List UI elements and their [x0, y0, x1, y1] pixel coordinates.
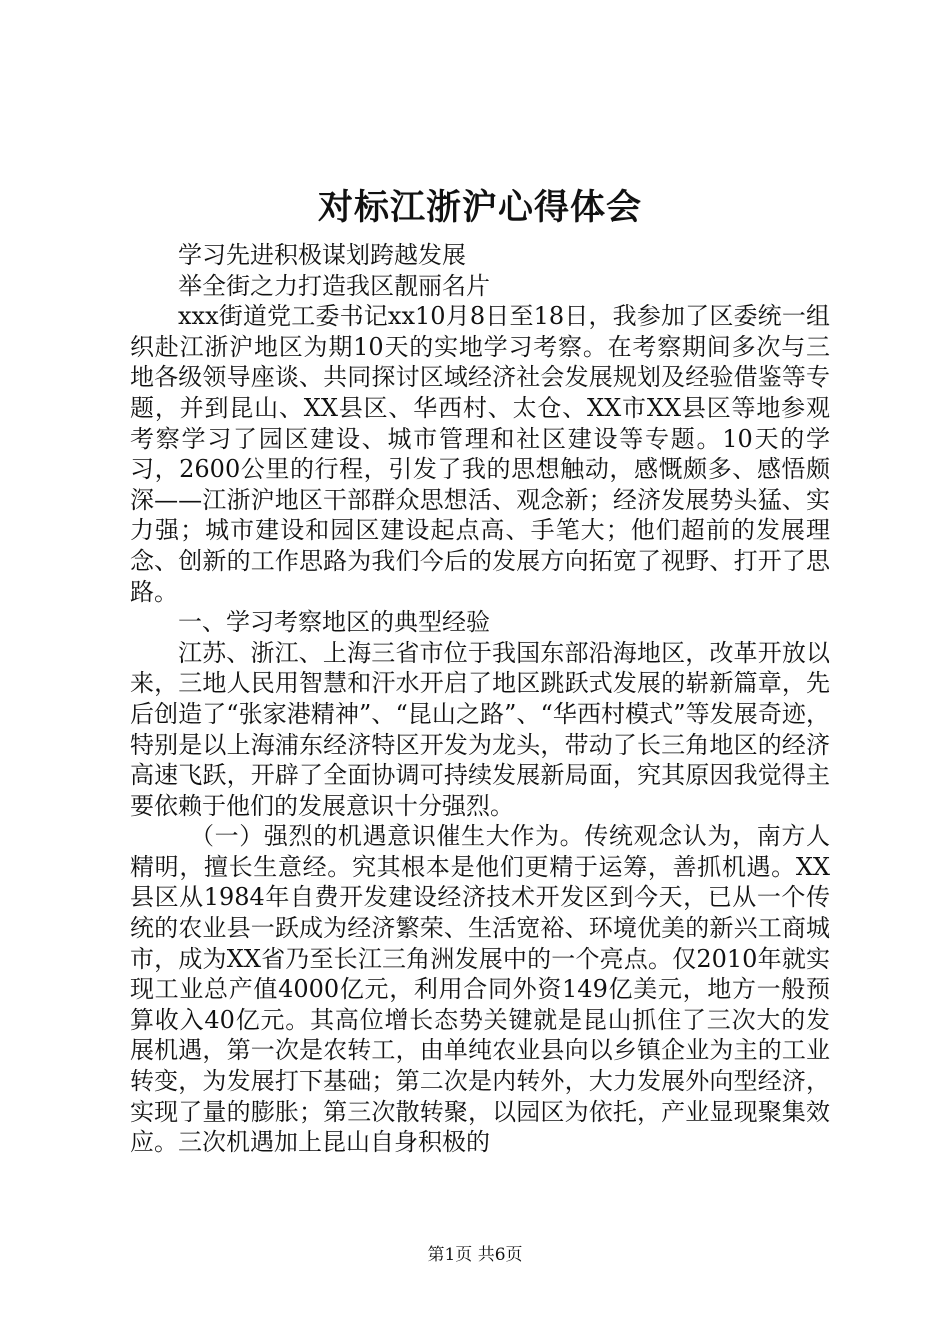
subtitle-line-2: 举全街之力打造我区靓丽名片: [178, 271, 490, 300]
document-title: 对标江浙沪心得体会: [317, 187, 642, 228]
page-footer: 第1页 共6页: [427, 1245, 523, 1265]
body-paragraph: xxx街道党工委书记xx10月8日至18日，我参加了区委统一组织赴江浙沪地区为期10天的实地学习考察。在考察期间多次与三地各级领导座谈、共同探讨区域经济社会发展规划及经验借鉴等专题，并到昆山、XX县区、华西村、太仓、XX市XX县区等地参观考察学习了园区建设、城市管理和社区建设等专题。10天的学习，2600公里的行程，引发了我的思想触动，感慨颇多、感悟颇深——江浙沪地区干部群众思想活、观念新；经济发展势头猛、实力强；城市建设和园区建设起点高、手笔大；他们超前的发展理念、创新的工作思路为我们今后的发展方向拓宽了视野、打开了思路。: [130, 302, 830, 606]
section-heading: 一、学习考察地区的典型经验: [178, 608, 490, 637]
subtitle-line-1: 学习先进积极谋划跨越发展: [178, 241, 466, 269]
body-paragraph: 江苏、浙江、上海三省市位于我国东部沿海地区，改革开放以来，三地人民用智慧和汗水开启了地区跳跃式发展的崭新篇章，先后创造了“张家港精神”、“昆山之路”、“华西村模式”等发展奇迹，特别是以上海浦东经济特区开发为龙头，带动了长三角地区的经济高速飞跃，开辟了全面协调可持续发展新局面，究其原因我觉得主要依赖于他们的发展意识十分强烈。: [130, 638, 830, 820]
document-page: [130, 182, 830, 1158]
body-paragraph: （一）强烈的机遇意识催生大作为。传统观念认为，南方人精明，擅长生意经。究其根本是他们更精于运筹，善抓机遇。XX县区从1984年自费开发建设经济技术开发区到今天，已从一个传统的农业县一跃成为经济繁荣、生活宽裕、环境优美的新兴工商城市，成为XX省乃至长江三角洲发展中的一个亮点。仅2010年就实现工业总产值4000亿元，利用合同外资149亿美元，地方一般预算收入40亿元。其高位增长态势关键就是昆山抓住了三次大的发展机遇，第一次是农转工，由单纯农业县向以乡镇企业为主的工业转变，为发展打下基础；第二次是内转外，大力发展外向型经济，实现了量的膨胀；第三次散转聚，以园区为依托，产业显现聚集效应。三次机遇加上昆山自身积极的: [130, 822, 830, 1157]
